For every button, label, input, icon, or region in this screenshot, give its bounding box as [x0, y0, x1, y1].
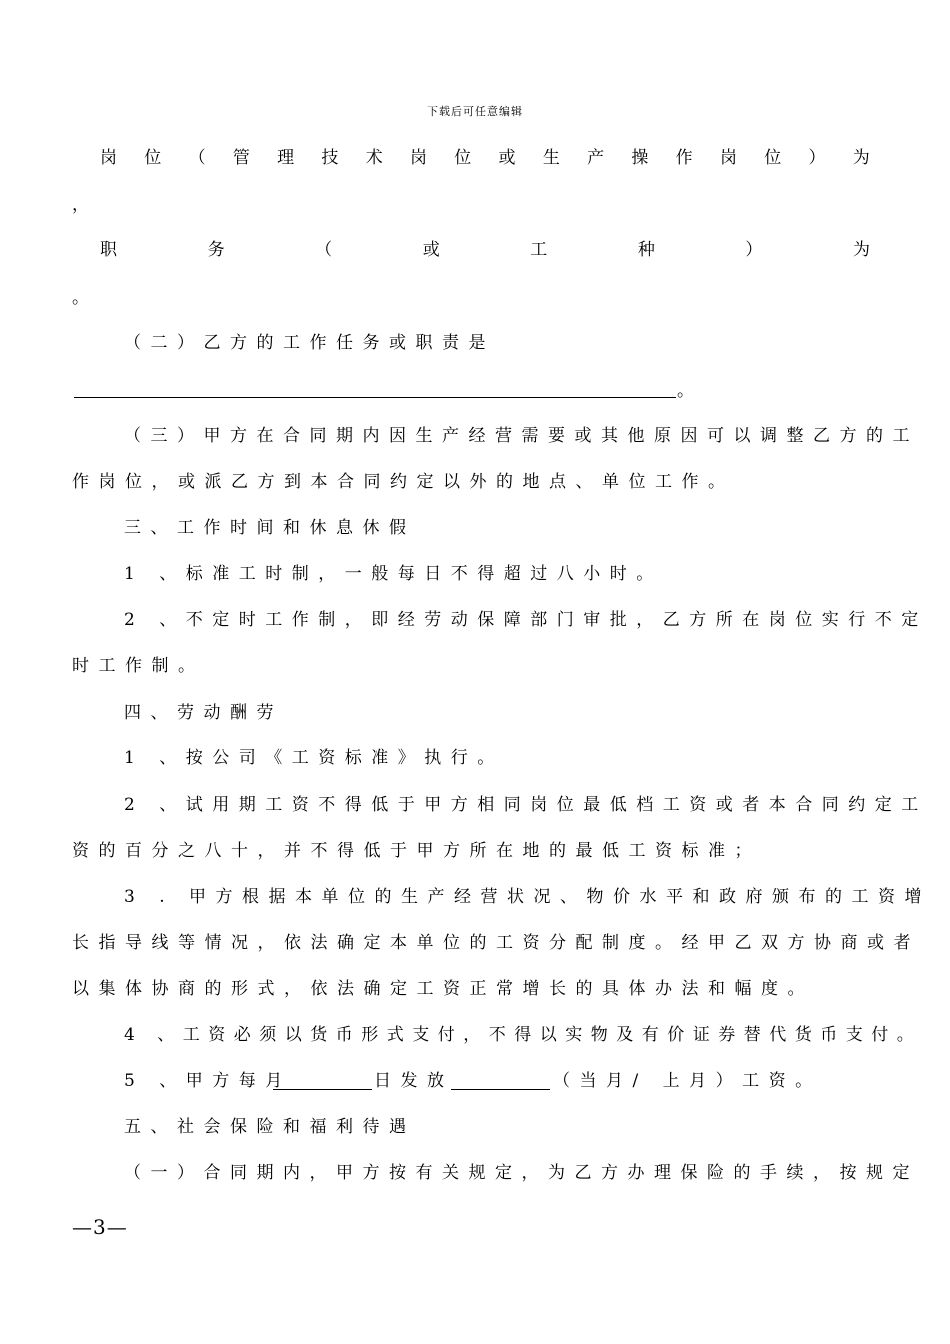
- heading-3-item-2-line-1: 2 、不定时工作制，即经劳动保障部门审批，乙方所在岗位实行不定: [124, 610, 928, 630]
- heading-4-item-5-b: 日发放: [374, 1071, 454, 1091]
- char: ）: [808, 148, 826, 168]
- heading-4-item-3-line-3: 以集体协商的形式，依法确定工资正常增长的具体办法和幅度。: [72, 979, 814, 999]
- heading-4-item-2-line-1: 2 、试用期工资不得低于甲方相同岗位最低档工资或者本合同约定工: [124, 795, 928, 815]
- char: ）: [745, 240, 763, 260]
- heading-5: 五、社会保险和福利待遇: [124, 1117, 416, 1137]
- char: 位: [764, 148, 782, 168]
- period-blank-underline: [451, 1089, 550, 1090]
- char: 岗: [719, 148, 737, 168]
- char: 术: [365, 148, 383, 168]
- char: 或: [422, 240, 440, 260]
- heading-5-item-1: （一）合同期内，甲方按有关规定，为乙方办理保险的手续，按规定: [124, 1163, 919, 1183]
- char: 产: [587, 148, 605, 168]
- section-2-title: （二）乙方的工作任务或职责是: [124, 333, 495, 353]
- char: 位: [454, 148, 472, 168]
- heading-4-item-4: 4 、工资必须以货币形式支付，不得以实物及有价证券替代货币支付。: [124, 1025, 923, 1045]
- char: （: [315, 240, 333, 260]
- heading-4-item-3-line-1: 3 . 甲方根据本单位的生产经营状况、物价水平和政府颁布的工资增: [124, 887, 932, 907]
- char: 生: [542, 148, 560, 168]
- char: 岗: [100, 148, 117, 168]
- section-3-line-2: 作岗位，或派乙方到本合同约定以外的地点、单位工作。: [72, 472, 735, 492]
- page-header: 下载后可任意编辑: [427, 105, 523, 118]
- blank-underline: [74, 397, 676, 398]
- heading-4-item-5-c: （当月/ 上月）工资。: [553, 1071, 822, 1091]
- section-2-end: 。: [677, 381, 704, 401]
- heading-4-item-1: 1 、按公司《工资标准》执行。: [124, 748, 504, 768]
- char: 管: [232, 148, 250, 168]
- char: 职: [100, 240, 117, 260]
- char: 务: [207, 240, 225, 260]
- day-blank-underline: [273, 1089, 372, 1090]
- heading-4-item-3-line-2: 长指导线等情况，依法确定本单位的工资分配制度。经甲乙双方协商或者: [72, 933, 920, 953]
- char: 岗: [409, 148, 427, 168]
- heading-3: 三、工作时间和休息休假: [124, 518, 416, 538]
- char: 理: [277, 148, 295, 168]
- post-line: [100, 148, 870, 168]
- char: 为: [852, 240, 870, 260]
- heading-4: 四、劳动酬劳: [124, 703, 283, 723]
- heading-4-item-5-a: 5 、甲方每月: [124, 1071, 292, 1091]
- char: 工: [530, 240, 548, 260]
- heading-4-item-2-line-2: 资的百分之八十，并不得低于甲方所在地的最低工资标准；: [72, 841, 761, 861]
- section-3-line-1: （三）甲方在合同期内因生产经营需要或其他原因可以调整乙方的工: [124, 426, 919, 446]
- char: 位: [144, 148, 162, 168]
- duty-line: [100, 240, 870, 260]
- post-line-comma: ，: [72, 195, 99, 215]
- char: 技: [321, 148, 339, 168]
- char: （: [188, 148, 206, 168]
- char: 为: [852, 148, 870, 168]
- page-number: —3—: [72, 1215, 128, 1239]
- heading-3-item-2-line-2: 时工作制。: [72, 656, 205, 676]
- char: 或: [498, 148, 516, 168]
- char: 操: [631, 148, 649, 168]
- char: 作: [675, 148, 693, 168]
- heading-3-item-1: 1 、标准工时制，一般每日不得超过八小时。: [124, 564, 663, 584]
- char: 种: [637, 240, 655, 260]
- duty-line-period: 。: [72, 288, 99, 308]
